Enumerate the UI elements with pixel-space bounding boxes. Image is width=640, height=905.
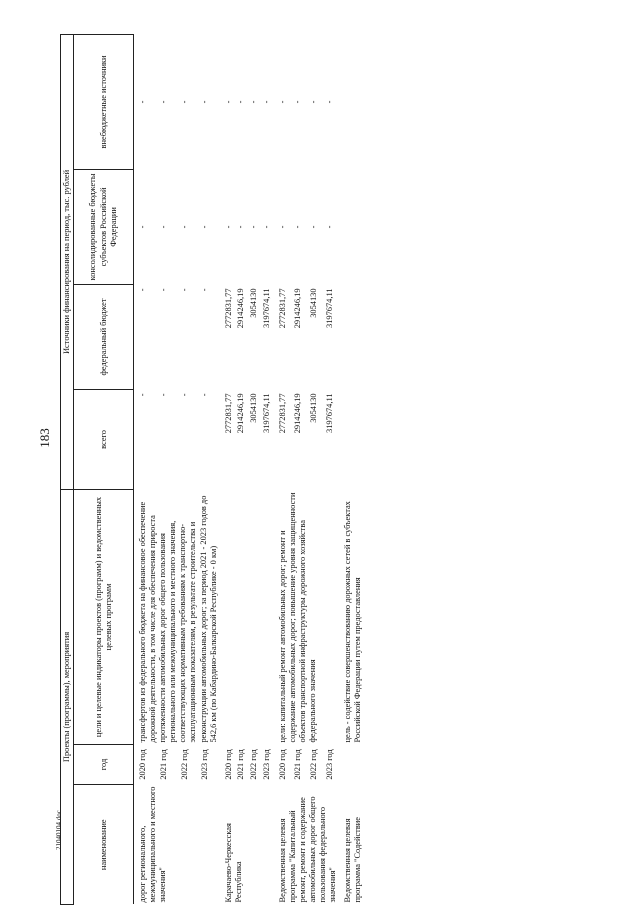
cell-regional: - <box>159 225 169 229</box>
row-goal: цель - содействие совершенствованию дорожных сетей в субъектах Российской Федерации путем предоставления <box>343 501 363 743</box>
cell-federal: 3197674,11 <box>261 288 271 328</box>
cell-federal: 2772831,77 <box>223 288 233 329</box>
cell-total: 3197674,11 <box>324 393 334 433</box>
cell-total: - <box>138 393 148 397</box>
row-name: дорог регионального, межмуниципального и местного значения" <box>138 786 168 903</box>
table-row <box>292 34 308 904</box>
header-group-funding: Источники финансирования на период, тыс. рублей <box>61 34 74 489</box>
cell-total: 2772831,77 <box>223 393 233 434</box>
header-regional: консолидированные бюджеты субъектов Российской Федерации <box>74 169 134 284</box>
table-row <box>235 34 248 904</box>
row-name: Карачаево-Черкесская Республика <box>223 823 243 903</box>
cell-regional: - <box>223 225 233 229</box>
table-row <box>339 34 364 904</box>
cell-federal: 2772831,77 <box>277 288 287 329</box>
rotated-table-container <box>60 35 575 905</box>
cell-extra: - <box>179 100 189 104</box>
cell-year <box>339 745 364 785</box>
cell-extra: - <box>138 100 148 104</box>
cell-year: 2020 год <box>223 749 233 780</box>
page-number: 183 <box>37 428 52 448</box>
header-group-projects: Проекты (программы), мероприятия <box>61 489 74 904</box>
cell-total: 3197674,11 <box>261 393 271 433</box>
cell-extra: - <box>235 100 245 104</box>
table-row <box>248 34 261 904</box>
cell-total: 3054130 <box>308 393 318 423</box>
cell-total: 2772831,77 <box>277 393 287 434</box>
cell-regional: - <box>277 225 287 229</box>
cell-extra: - <box>308 100 318 104</box>
cell-extra: - <box>261 100 271 104</box>
cell-year: 2021 год <box>159 749 169 780</box>
cell-regional: - <box>235 225 245 229</box>
cell-federal: - <box>159 288 169 292</box>
cell-federal: 3054130 <box>248 288 258 318</box>
cell-total: 2914246,19 <box>293 393 303 434</box>
table-row <box>134 34 159 904</box>
row-name: Ведомственная целевая программа "Содействие <box>343 817 363 903</box>
funding-table <box>60 34 364 905</box>
table-row <box>158 34 179 904</box>
cell-federal: 3054130 <box>308 288 318 318</box>
cell-total: - <box>159 393 169 397</box>
table-row <box>179 34 200 904</box>
cell-extra: - <box>159 100 169 104</box>
cell-extra: - <box>277 100 287 104</box>
cell-federal <box>339 284 364 389</box>
cell-year: 2021 год <box>235 749 245 780</box>
cell-year: 2022 год <box>308 749 318 780</box>
table-row <box>324 34 340 904</box>
cell-extra: - <box>200 100 210 104</box>
cell-regional: - <box>324 225 334 229</box>
header-extra: внебюджетные источники <box>74 34 134 169</box>
cell-total: - <box>179 393 189 397</box>
table-header <box>61 34 134 904</box>
cell-total <box>339 389 364 489</box>
table-row <box>308 34 324 904</box>
cell-extra: - <box>223 100 233 104</box>
row-goal <box>220 489 274 744</box>
document-code: 21040104.doc <box>55 810 63 850</box>
cell-extra <box>339 34 364 169</box>
cell-regional: - <box>200 225 210 229</box>
header-total: всего <box>74 389 134 489</box>
cell-regional: - <box>308 225 318 229</box>
table-row <box>199 34 220 904</box>
row-goal: цели: капитальный ремонт автомобильных дорог; ремонт и содержание автомобильных дорог; повышение уровня защищенности объектов транспортной инфраструктуры дорожного хозяйства федерального значения <box>277 492 318 743</box>
table-row <box>261 34 274 904</box>
header-year: год <box>74 745 134 785</box>
cell-year: 2023 год <box>200 749 210 780</box>
cell-year: 2020 год <box>138 749 148 780</box>
cell-federal: 3197674,11 <box>324 288 334 328</box>
row-name: Ведомственная целевая программа "Капитальный ремонт, ремонт и содержание автомобильных дорог общего пользования федерального значения" <box>277 796 338 903</box>
header-name: наименование <box>74 785 134 905</box>
cell-regional: - <box>179 225 189 229</box>
header-goals: цели и целевые индикаторы проектов (программ) и ведомственных целевых программ <box>74 489 134 744</box>
cell-year: 2023 год <box>324 749 334 780</box>
cell-year: 2020 год <box>277 749 287 780</box>
cell-extra: - <box>248 100 258 104</box>
cell-year: 2022 год <box>248 749 258 780</box>
cell-extra: - <box>324 100 334 104</box>
cell-regional: - <box>293 225 303 229</box>
table-row <box>274 34 292 904</box>
cell-total: - <box>200 393 210 397</box>
row-goal: трансфертов из федерального бюджета на финансовое обеспечение дорожной деятельности, в том числе для обеспечения прироста протяженности автомобильных дорог общего пользования регионального или межмуниципального и местного значения, соответствующих нормативным требованиям к транспортно-эксплуатационным показателям, в результате строительства и реконструкции автомобильных дорог; за период 2021 - 2023 годов до 542,6 км (по Кабардино-Балкарской Республике - 0 км) <box>138 495 218 743</box>
cell-year: 2022 год <box>179 749 189 780</box>
cell-federal: 2914246,19 <box>293 288 303 329</box>
cell-federal: - <box>179 288 189 292</box>
cell-extra: - <box>293 100 303 104</box>
cell-federal: 2914246,19 <box>235 288 245 329</box>
cell-year: 2021 год <box>293 749 303 780</box>
cell-federal: - <box>200 288 210 292</box>
cell-regional: - <box>261 225 271 229</box>
cell-year: 2023 год <box>261 749 271 780</box>
cell-regional: - <box>138 225 148 229</box>
cell-total: 2914246,19 <box>235 393 245 434</box>
table-row <box>220 34 235 904</box>
cell-total: 3054130 <box>248 393 258 423</box>
cell-federal: - <box>138 288 148 292</box>
cell-regional <box>339 169 364 284</box>
table-body <box>134 34 365 904</box>
header-federal: федеральный бюджет <box>74 284 134 389</box>
cell-regional: - <box>248 225 258 229</box>
